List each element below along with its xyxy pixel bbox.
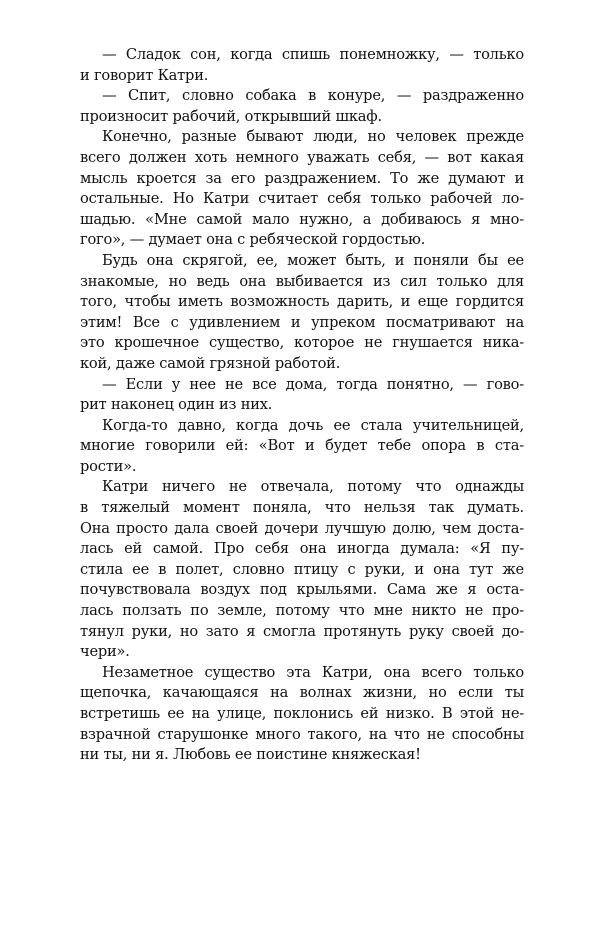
text-line: Будь она скрягой, ее, может быть, и поняли бы ее	[102, 251, 524, 269]
text-line: и говорит Катри.	[80, 66, 209, 84]
text-line: Она просто дала своей дочери лучшую долю, чем доста-	[80, 519, 524, 537]
text-line: — Спит, словно собака в конуре, — раздраженно	[102, 87, 524, 105]
text-line: знакомые, но ведь она выбивается из сил только для	[80, 272, 524, 290]
text-line: лась ей самой. Про себя она иногда думала: «Я пу-	[80, 540, 524, 558]
paragraph-6	[80, 416, 524, 478]
text-line: кой, даже самой грязной работой.	[80, 354, 341, 372]
text-line: этим! Все с удивлением и упреком посматривают на	[80, 313, 524, 331]
text-line: мысль кроется за его раздражением. То же думают и	[80, 169, 524, 187]
text-line: Катри ничего не отвечала, потому что однажды	[102, 478, 524, 496]
text-line: Когда-то давно, когда дочь ее стала учительницей,	[102, 416, 524, 434]
text-line: — Если у нее не все дома, тогда понятно, — гово-	[102, 375, 524, 393]
text-line: встретишь ее на улице, поклонись ей низко. В этой не-	[80, 705, 524, 722]
text-line: чери».	[80, 643, 130, 661]
text-line: Конечно, разные бывают люди, но человек прежде	[102, 128, 524, 146]
text-line: почувствовала воздух под крыльями. Сама же я оста-	[80, 581, 524, 599]
paragraph-5	[80, 375, 524, 416]
text-line: в тяжелый момент поняла, что нельзя так думать.	[80, 499, 524, 517]
book-page	[80, 45, 524, 766]
text-line: остальные. Но Катри считает себя только рабочей ло-	[80, 190, 524, 208]
paragraph-2	[80, 86, 524, 127]
text-line: лась ползать по земле, потому что мне никто не про-	[80, 602, 524, 620]
text-line: стила ее в полет, словно птицу с руки, и она тут же	[80, 560, 524, 578]
text-line: всего должен хоть немного уважать себя, — вот какая	[80, 148, 524, 166]
text-line: это крошечное существо, которое не гнушается ника-	[80, 334, 524, 352]
paragraph-4	[80, 251, 524, 375]
text-line: Незаметное существо эта Катри, она всего только	[102, 663, 524, 681]
text-line: того, чтобы иметь возможность дарить, и еще гордится	[80, 293, 524, 311]
text-line: рости».	[80, 457, 137, 475]
text-line: щепочка, качающаяся на волнах жизни, но если ты	[80, 684, 524, 702]
text-line: рит наконец один из них.	[80, 396, 273, 414]
text-line: произносит рабочий, открывший шкаф.	[80, 107, 382, 125]
paragraph-1	[80, 45, 524, 86]
text-line: шадью. «Мне самой мало нужно, а добиваюсь я мно-	[80, 210, 524, 228]
text-line: взрачной старушонке много такого, на что не способны	[80, 725, 524, 743]
text-line: тянул руки, но зато я смогла протянуть руку своей до-	[80, 622, 524, 640]
paragraph-7	[80, 477, 524, 662]
paragraph-8	[80, 663, 524, 766]
text-line: — Сладок сон, когда спишь понемножку, — только	[102, 46, 524, 63]
text-line: ни ты, ни я. Любовь ее поистине княжеская!	[80, 746, 421, 764]
text-line: многие говорили ей: «Вот и будет тебе опора в ста-	[80, 437, 524, 455]
paragraph-3	[80, 127, 524, 251]
text-line: гого», — думает она с ребяческой гордостью.	[80, 231, 426, 249]
